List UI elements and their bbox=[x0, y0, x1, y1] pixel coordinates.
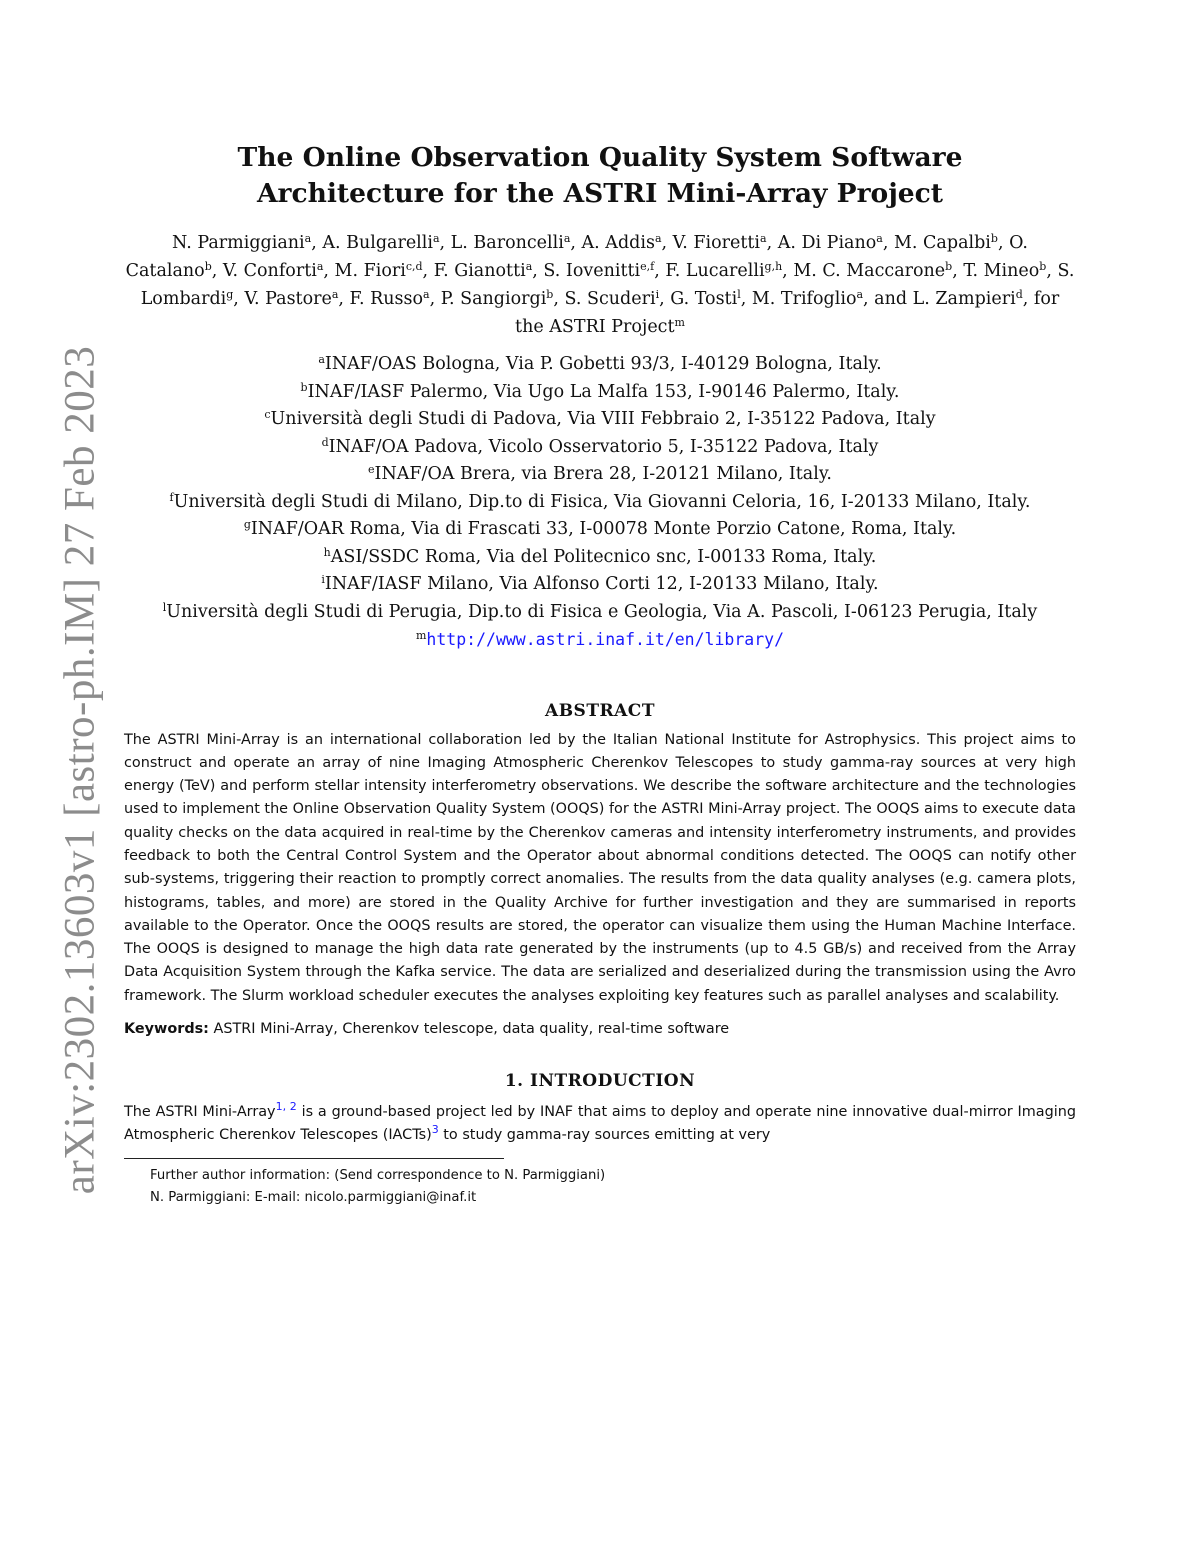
author-name: S. Iovenitti bbox=[543, 261, 641, 281]
affiliation-text: INAF/OA Brera, via Brera 28, I-20121 Milano, Italy. bbox=[374, 464, 832, 484]
citation-link[interactable]: 1, 2 bbox=[275, 1100, 297, 1114]
author-name: V. Conforti bbox=[222, 261, 317, 281]
affiliation-mark: e,f bbox=[640, 260, 655, 273]
footnote-1: Further author information: (Send correspondence to N. Parmiggiani) bbox=[150, 1167, 606, 1183]
affiliation-mark: a bbox=[856, 288, 864, 301]
affiliation-item bbox=[124, 434, 1076, 462]
affiliation-list bbox=[124, 351, 1076, 655]
affiliation-item bbox=[124, 379, 1076, 407]
author-name: M. Trifoglio bbox=[751, 289, 857, 309]
author-name: A. Bulgarelli bbox=[322, 233, 433, 253]
author-suffix: for the ASTRI Project bbox=[515, 289, 1060, 337]
abstract-heading: ABSTRACT bbox=[545, 700, 655, 721]
affiliation-mark: b bbox=[990, 232, 998, 245]
author-name: S. Lombardi bbox=[140, 261, 1075, 309]
arxiv-stamp: arXiv:2302.13603v1 [astro-ph.IM] 27 Feb 2023 bbox=[56, 345, 104, 1195]
author-name: A. Addis bbox=[581, 233, 655, 253]
affiliation-mark: a bbox=[316, 260, 324, 273]
affiliation-text: Università degli Studi di Padova, Via VIII Febbraio 2, I-35122 Padova, Italy bbox=[270, 409, 936, 429]
affiliation-mark: h bbox=[323, 545, 331, 559]
author-name: L. Zampieri bbox=[912, 289, 1016, 309]
author-name: A. Di Piano bbox=[777, 233, 877, 253]
affiliation-mark: d bbox=[1015, 288, 1023, 301]
author-name: N. Parmiggiani bbox=[172, 233, 305, 253]
author-name: O. Catalano bbox=[125, 233, 1028, 281]
author-name: M. Capalbi bbox=[894, 233, 991, 253]
affiliation-mark: a bbox=[760, 232, 767, 245]
intro-part-3: to study gamma-ray sources emitting at very bbox=[438, 1127, 771, 1144]
author-name: V. Pastore bbox=[244, 289, 332, 309]
author-name: M. C. Maccarone bbox=[793, 261, 946, 281]
affiliation-mark: l bbox=[162, 600, 167, 614]
affiliation-mark: a bbox=[563, 232, 571, 245]
affiliation-mark: l bbox=[737, 288, 741, 301]
author-name: F. Lucarelli bbox=[665, 261, 765, 281]
affiliation-mark: b bbox=[204, 260, 212, 273]
footnote-divider bbox=[124, 1158, 504, 1159]
affiliation-mark: a bbox=[318, 353, 325, 366]
affiliation-text: INAF/OAS Bologna, Via P. Gobetti 93/3, I-40129 Bologna, Italy. bbox=[324, 354, 882, 374]
author-name: S. Scuderi bbox=[564, 289, 656, 309]
affiliation-text: ASI/SSDC Roma, Via del Politecnico snc, I-00133 Roma, Italy. bbox=[330, 546, 877, 567]
footnote-2: N. Parmiggiani: E-mail: nicolo.parmiggiani@inaf.it bbox=[150, 1189, 477, 1205]
affiliation-mark: a bbox=[432, 232, 440, 245]
affiliation-mark: e bbox=[368, 463, 375, 476]
author-name: M. Fiori bbox=[334, 261, 406, 281]
paper-page bbox=[124, 140, 1076, 1209]
project-url-line bbox=[124, 626, 1076, 655]
abstract-text: The ASTRI Mini-Array is an international collaboration led by the Italian National Institute for Astrophysics. This project aims to construct and operate an array of nine Imaging Atmospheric Cherenkov Telescopes to study gamma-ray sources at very high energy (TeV) and perform stellar intensity interferometry observations. We describe the software architecture and the technologies used to implement the Online Observation Quality System (OOQS) for the ASTRI Mini-Array project. The OOQS aims to execute data quality checks on the data acquired in real-time by the Cherenkov cameras and intensity interferometry instruments, and provides feedback to both the Central Control System and the Operator about abnormal conditions detected. The OOQS can notify other sub-systems, triggering their reaction to promptly correct anomalies. The results from the data quality analyses (e.g. camera plots, histograms, tables, and more) are stored in the Quality Archive for further investigation and they are summarised in reports available to the Operator. Once the OOQS results are stored, the operator can visualize them using the Human Machine Interface. The OOQS is designed to manage the high data rate generated by the instruments (up to 4.5 GB/s) and received from the Array Data Acquisition System through the Kafka service. The data are serialized and deserialized during the transmission using the Avro framework. The Slurm workload scheduler executes the analyses exploiting key features such as parallel analyses and scalability. bbox=[124, 731, 1076, 1004]
author-name: F. Gianotti bbox=[433, 261, 526, 281]
affiliation-mark: g bbox=[243, 518, 251, 531]
keywords-text: ASTRI Mini-Array, Cherenkov telescope, data quality, real-time software bbox=[213, 1021, 730, 1038]
affiliation-item bbox=[124, 351, 1076, 379]
affiliation-item bbox=[124, 489, 1076, 517]
affiliation-item bbox=[124, 516, 1076, 544]
title-line-2: Architecture for the ASTRI Mini-Array Project bbox=[256, 178, 944, 209]
affiliation-mark: c bbox=[264, 408, 271, 421]
affiliation-mark: m bbox=[674, 316, 685, 329]
affiliation-text: Università degli Studi di Perugia, Dip.to di Fisica e Geologia, Via A. Pascoli, I-06123 Perugia, Italy bbox=[166, 601, 1038, 622]
affiliation-text: INAF/OA Padova, Vicolo Osservatorio 5, I-35122 Padova, Italy bbox=[328, 436, 879, 457]
intro-part-2: is a ground-based project led by INAF that aims to deploy and operate nine innovative dual-mirror Imaging Atmospheric Cherenkov Telescopes (IACTs) bbox=[124, 1104, 1076, 1144]
affiliation-mark: g,h bbox=[764, 260, 783, 273]
author-name: L. Baroncelli bbox=[450, 233, 564, 253]
affiliation-mark: a bbox=[423, 288, 430, 301]
affiliation-mark: a bbox=[525, 260, 533, 273]
affiliation-mark: a bbox=[331, 288, 339, 301]
affiliation-mark: a bbox=[304, 232, 312, 245]
affiliation-mark: b bbox=[546, 288, 554, 301]
affiliation-mark: a bbox=[654, 232, 662, 245]
affiliation-mark: c,d bbox=[405, 260, 423, 273]
affiliation-mark: f bbox=[169, 490, 174, 504]
section-heading-introduction: 1. INTRODUCTION bbox=[504, 1071, 696, 1092]
affiliation-text: INAF/IASF Palermo, Via Ugo La Malfa 153, I-90146 Palermo, Italy. bbox=[307, 381, 900, 402]
affiliation-mark: b bbox=[300, 380, 308, 394]
author-name: T. Mineo bbox=[963, 261, 1040, 281]
affiliation-item bbox=[124, 461, 1076, 489]
affiliation-text: INAF/IASF Milano, Via Alfonso Corti 12, I-20133 Milano, Italy. bbox=[324, 574, 879, 594]
author-name: P. Sangiorgi bbox=[440, 289, 547, 309]
affiliation-mark: b bbox=[1039, 260, 1047, 273]
author-name: F. Russo bbox=[349, 289, 424, 309]
title-line-1: The Online Observation Quality System Software bbox=[237, 142, 963, 173]
author-name: G. Tosti bbox=[670, 289, 738, 309]
citation-link[interactable]: 3 bbox=[431, 1123, 439, 1137]
affiliation-text: Università degli Studi di Milano, Dip.to di Fisica, Via Giovanni Celoria, 16, I-20133 Milano, Italy. bbox=[173, 491, 1031, 512]
affiliation-item bbox=[124, 544, 1076, 572]
affiliation-text: INAF/OAR Roma, Via di Frascati 33, I-00078 Monte Porzio Catone, Roma, Italy. bbox=[250, 519, 957, 539]
introduction-text bbox=[124, 1101, 1076, 1148]
affiliation-mark: a bbox=[876, 232, 883, 245]
affiliation-mark: i bbox=[655, 288, 660, 301]
project-url-link[interactable]: http://www.astri.inaf.it/en/library/ bbox=[426, 630, 785, 649]
paper-title bbox=[124, 140, 1076, 212]
affiliation-mark: d bbox=[321, 435, 329, 449]
affiliation-item bbox=[124, 406, 1076, 434]
intro-part-1: The ASTRI Mini-Array bbox=[124, 1104, 276, 1121]
author-list: N. Parmiggiani$^a$, A. Bulgarelli$^a$, L. Baroncelli$^a$, A. Addis$^a$, V. Fioretti$^a$, A. Di Piano$^a$, M. Capalbi$^b$, O. Catalano$^b$, V. Conforti$^a$, M. Fiori$^{c,d}$, F. Gianotti$^a$, S. Iovenitti$^{e,f}$, F. Lucarelli$^{g,h}$, M. C. Maccarone$^b$, T. Mineo$^b$, S. Lombardi$^g$, V. Pastore$^a$, F. Russo$^a$, P. Sangiorgi$^b$, S. Scuderi$^i$, G. Tosti$^l$, M. Trifoglio$^a$, and L. Zampieri$^d$, for the ASTRI Project$^m$ bbox=[125, 232, 1075, 337]
affiliation-mark: m bbox=[415, 629, 427, 642]
keywords-label: Keywords: bbox=[124, 1021, 209, 1038]
keywords-line bbox=[124, 1021, 1076, 1037]
affiliation-mark: b bbox=[945, 260, 953, 273]
affiliation-mark: i bbox=[321, 573, 325, 586]
affiliation-item bbox=[124, 571, 1076, 599]
affiliation-mark: g bbox=[226, 288, 234, 301]
affiliation-item bbox=[124, 599, 1076, 627]
author-name: V. Fioretti bbox=[672, 233, 761, 253]
